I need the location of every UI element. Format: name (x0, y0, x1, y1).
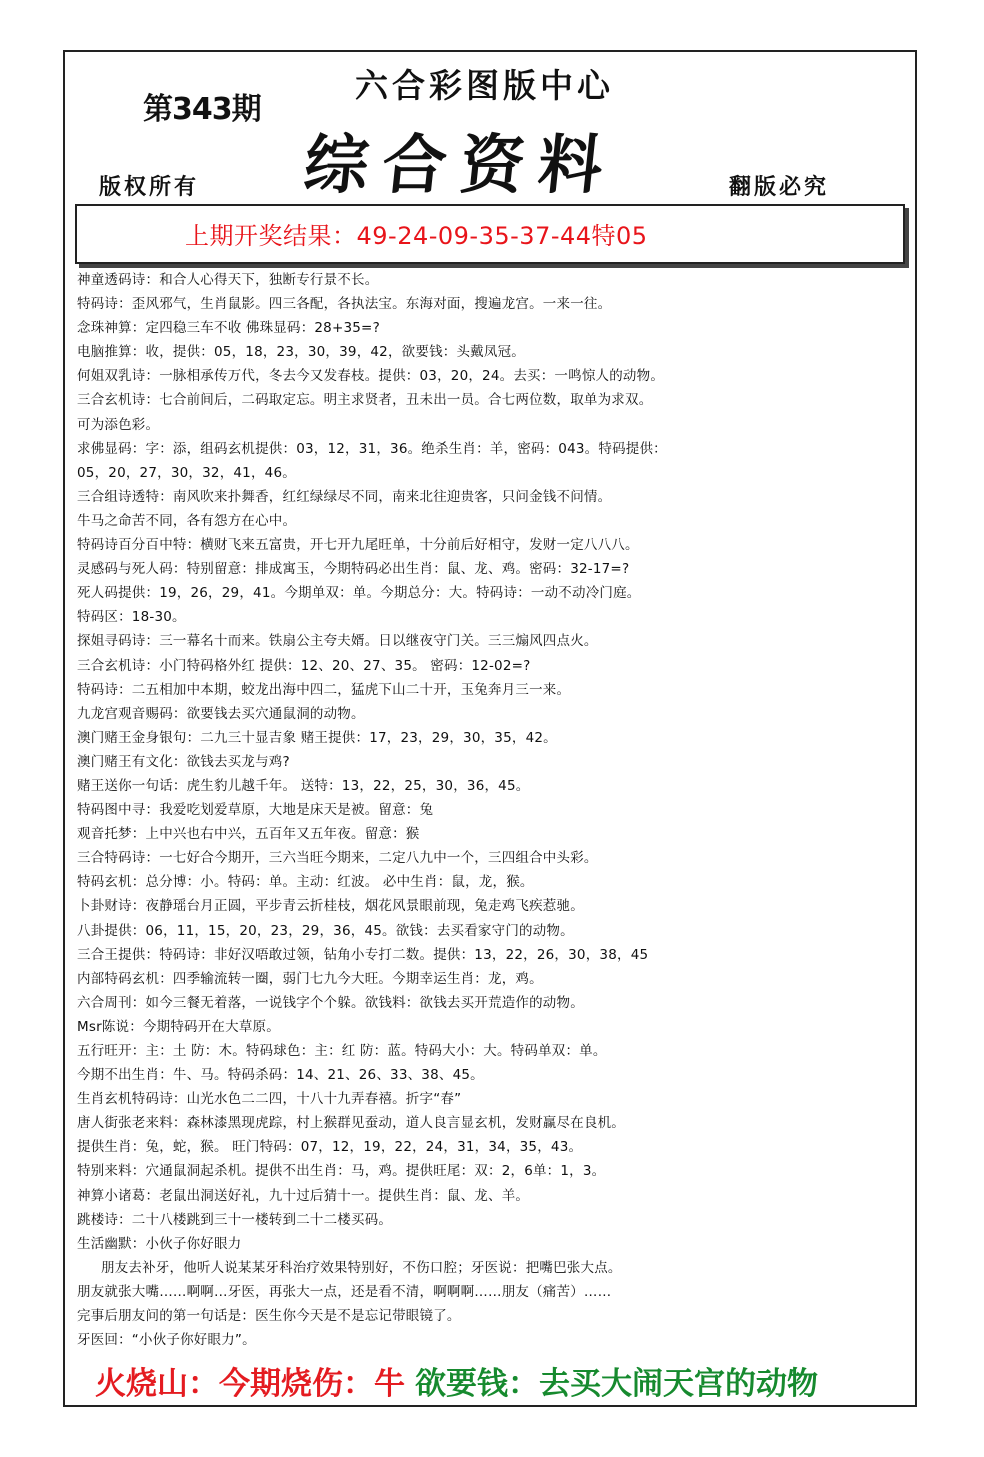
content-line: 特码图中寻：我爱吃划爱草原，大地是床天是被。留意：兔 (77, 802, 434, 819)
content-line: 特码诗：二五相加中本期，蛟龙出海中四二，猛虎下山二十开，玉兔奔月三一来。 (77, 681, 571, 698)
main-title: 综合资料 (300, 128, 621, 203)
content-line: 六合周刊：如今三餐无着落，一说钱字个个躲。欲钱料：欲钱去买开荒造作的动物。 (77, 994, 584, 1011)
content-line: 特码诗：歪风邪气，生肖鼠影。四三各配，各执法宝。东海对面，搜遍龙宫。一来一往。 (77, 296, 612, 313)
center-title: 六合彩图版中心 (355, 66, 614, 105)
issue-number: 第343期 (143, 92, 261, 127)
content-line: 特码玄机：总分博：小。特码：单。主动：红波。 必中生肖：鼠，龙，猴。 (77, 874, 534, 891)
content-line: 跳楼诗：二十八楼跳到三十一楼转到二十二楼买码。 (77, 1211, 393, 1228)
content-line: 牙医回：“小伙子你好眼力”。 (77, 1332, 256, 1349)
content-line: 死人码提供：19，26，29，41。今期单双：单。今期总分：大。特码诗：一动不动冷门庭。 (77, 585, 641, 602)
last-result-text: 上期开奖结果：49-24-09-35-37-44特05 (185, 222, 648, 250)
content-line: 何姐双乳诗：一脉相承传万代，冬去今又发春枝。提供：03，20，24。去买：一鸣惊人的动物。 (77, 368, 665, 385)
content-line: 唐人街张老来料：森林漆黑现虎踪，村上猴群见蚕动，道人良言显玄机，发财赢尽在良机。 (77, 1115, 625, 1132)
content-line: 念珠神算：定四稳三车不收 佛珠显码：28+35=? (77, 320, 380, 337)
content-line: 卜卦财诗：夜静瑶台月正圆，平步青云折桂枝，烟花风景眼前现，兔走鸡飞疾惹驰。 (77, 898, 584, 915)
content-line: 今期不出生肖：牛、马。特码杀码：14、21、26、33、38、45。 (77, 1067, 484, 1084)
content-line: 三合特码诗：一七好合今期开，三六当旺今期来，二定八九中一个，三四组合中头彩。 (77, 850, 598, 867)
content-line: 三合王提供：特码诗：非好汉唔敢过领，钻角小专打二数。提供：13，22，26，30，38，45 (77, 946, 649, 963)
content-line: 可为添色彩。 (77, 416, 160, 433)
content-line: 特别来料：穴通鼠洞起杀机。提供不出生肖：马，鸡。提供旺尾：双：2，6单：1，3。 (77, 1163, 606, 1180)
content-line: 神算小诸葛：老鼠出洞送好礼，九十过后猜十一。提供生肖：鼠、龙、羊。 (77, 1187, 530, 1204)
last-result-box (75, 204, 905, 264)
content-line: 朋友去补牙，他听人说某某牙科治疗效果特别好，不伤口腔；牙医说：把嘴巴张大点。 (101, 1259, 622, 1276)
content-line: 求佛显码：字：添，组码玄机提供：03，12，31，36。绝杀生肖：羊，密码：043。特码提供： (77, 440, 667, 457)
content-line: 生活幽默：小伙子你好眼力 (77, 1235, 242, 1252)
content-line: 内部特码玄机：四季输流转一圈，弱门七九今大旺。今期幸运生肖：龙，鸡。 (77, 970, 543, 987)
content-line: 牛马之命苦不同，各有怨方在心中。 (77, 512, 297, 529)
content-line: 九龙宫观音赐码：欲要钱去买穴通鼠洞的动物。 (77, 705, 365, 722)
content-lines (77, 268, 909, 1352)
content-line: Msr陈说：今期特码开在大草原。 (77, 1018, 280, 1035)
footer-banner (95, 1358, 818, 1403)
content-line: 赌王送你一句话：虎生豹儿越千年。 送特：13，22，25，30，36，45。 (77, 777, 530, 794)
content-line: 神童透码诗：和合人心得天下，独断专行景不长。 (77, 272, 379, 288)
content-line: 电脑推算：收，提供：05，18，23，30，39，42，欲要钱：头戴凤冠。 (77, 344, 525, 361)
page-frame (63, 50, 917, 1407)
content-line: 05，20，27，30，32，41，46。 (77, 464, 296, 481)
content-line: 提供生肖：兔，蛇，猴。 旺门特码：07，12，19，22，24，31，34，35，43。 (77, 1139, 583, 1156)
content-line: 灵感码与死人码：特别留意：排成寓玉，今期特码必出生肖：鼠、龙、鸡。密码：32-17=? (77, 561, 630, 578)
content-line: 三合组诗透特：南风吹来扑舞香，红红绿绿尽不同，南来北往迎贵客，只问金钱不问情。 (77, 488, 612, 505)
content-line: 三合玄机诗：小门特码格外红 提供：12、20、27、35。 密码：12-02=? (77, 657, 531, 674)
content-line: 生肖玄机特码诗：山光水色二二四，十八十九弄春禧。折字“春” (77, 1091, 462, 1108)
footer-red-text: 火烧山：今期烧伤：牛 (95, 1366, 405, 1402)
content-line: 探姐寻码诗：三一幕名十而来。铁扇公主夸夫婿。日以继夜守门关。三三煽风四点火。 (77, 633, 598, 650)
content-line: 完事后朋友问的第一句话是：医生你今天是不是忘记带眼镜了。 (77, 1308, 461, 1325)
copyright-tag: 版权所有 (99, 175, 200, 200)
content-line: 特码区：18-30。 (77, 609, 186, 626)
content-line: 特码诗百分百中特：横财飞来五富贵，开七开九尾旺单，十分前后好相守，发财一定八八八。 (77, 537, 639, 554)
content-line: 观音托梦：上中兴也右中兴，五百年又五年夜。留意：猴 (77, 826, 420, 843)
content-line: 澳门赌王有文化：欲钱去买龙与鸡? (77, 753, 290, 770)
footer-green-text: 欲要钱：去买大闹天宫的动物 (415, 1366, 818, 1402)
content-line: 三合玄机诗：七合前间后，二码取定忘。明主求贤者，丑未出一员。合七两位数，取单为求双。 (77, 392, 653, 409)
content-line: 朋友就张大嘴……啊啊…牙医，再张大一点，还是看不清，啊啊啊……朋友（痛苦）…… (77, 1283, 612, 1300)
content-line: 八卦提供：06，11，15，20，23，29，36，45。欲钱：去买看家守门的动物。 (77, 922, 574, 939)
content-line: 澳门赌王金身银句：二九三十显吉象 赌王提供：17，23，29，30，35，42。 (77, 729, 557, 746)
content-line: 五行旺开：主：土 防：木。特码球色：主：红 防：蓝。特码大小：大。特码单双：单。 (77, 1043, 607, 1059)
anti-piracy-tag: 翻版必究 (729, 175, 830, 200)
